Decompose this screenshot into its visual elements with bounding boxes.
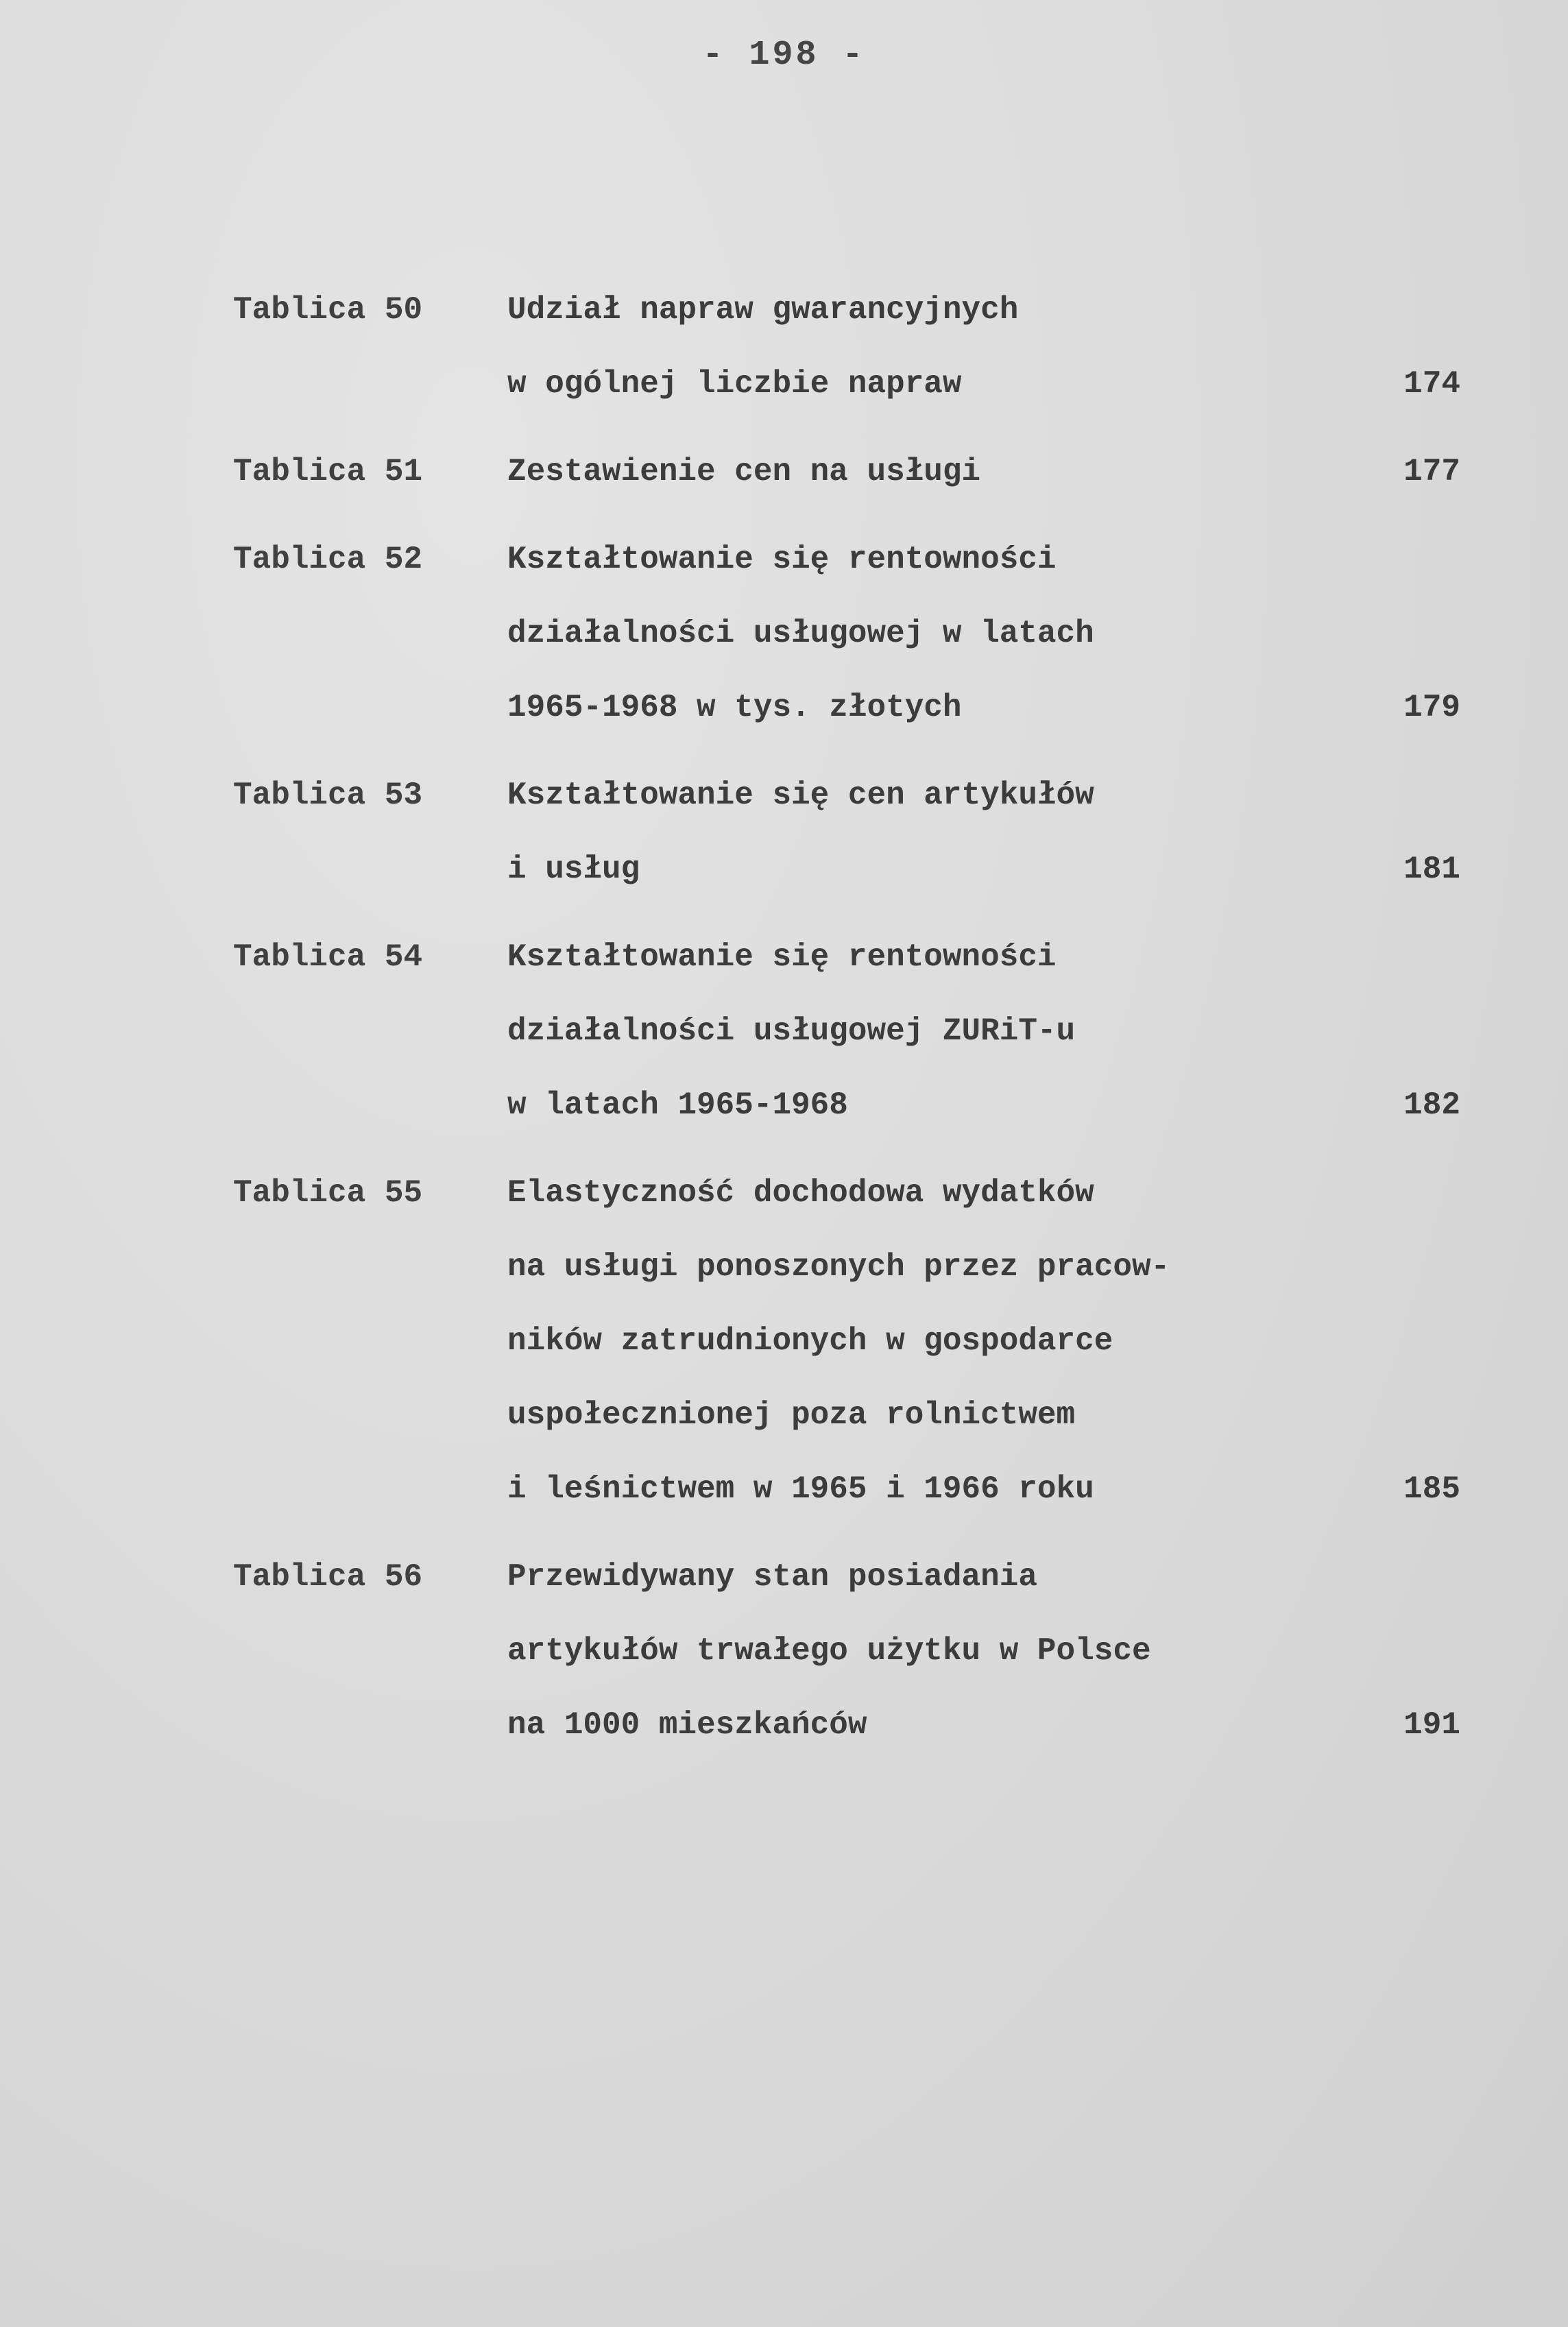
toc-entry: [233, 920, 1460, 1142]
entry-title: [507, 435, 1364, 509]
entry-label: Tablica 50: [233, 292, 423, 328]
toc-entry: [233, 522, 1460, 745]
entry-title-line: w latach 1965-1968: [507, 1087, 848, 1123]
toc-entry: [233, 273, 1460, 421]
entry-label: Tablica 53: [233, 777, 423, 813]
entry-title-line: w ogólnej liczbie napraw: [507, 366, 962, 402]
toc-entry: [233, 1156, 1460, 1526]
entry-page-number: 179: [1403, 690, 1460, 725]
entry-title-line: Kształtowanie się rentowności: [507, 542, 1057, 577]
entry-title-line: artykułów trwałego użytku w Polsce: [507, 1633, 1151, 1669]
entry-title-line: i leśnictwem w 1965 i 1966 roku: [507, 1471, 1094, 1507]
entry-title-line: na usługi ponoszonych przez pracow-: [507, 1249, 1170, 1285]
entry-page-number: 182: [1403, 1087, 1460, 1123]
entry-title: [507, 1540, 1364, 1762]
entry-label: Tablica 54: [233, 939, 423, 975]
entry-title: [507, 758, 1364, 906]
entry-title-line: uspołecznionej poza rolnictwem: [507, 1397, 1076, 1433]
entry-title: [507, 920, 1364, 1142]
entry-title-line: Udział napraw gwarancyjnych: [507, 292, 1019, 328]
entry-page-number: 177: [1403, 454, 1460, 490]
entry-title-line: na 1000 mieszkańców: [507, 1707, 867, 1743]
entry-label: Tablica 52: [233, 542, 423, 577]
entry-title-line: Elastyczność dochodowa wydatków: [507, 1175, 1094, 1211]
entry-title-line: 1965-1968 w tys. złotych: [507, 690, 962, 725]
entry-label: Tablica 51: [233, 454, 423, 490]
entry-title-line: i usług: [507, 852, 640, 887]
entry-page-number: 185: [1403, 1471, 1460, 1507]
toc-entry: [233, 758, 1460, 906]
entry-title-line: Kształtowanie się rentowności: [507, 939, 1057, 975]
entry-page-number: 174: [1403, 366, 1460, 402]
entry-label: Tablica 55: [233, 1175, 423, 1211]
table-of-tables: [233, 273, 1460, 1776]
entry-title: [507, 522, 1364, 745]
entry-page-number: 181: [1403, 852, 1460, 887]
entry-title: [507, 273, 1364, 421]
entry-title-line: działalności usługowej w latach: [507, 616, 1094, 651]
entry-title-line: Przewidywany stan posiadania: [507, 1559, 1037, 1595]
entry-title-line: ników zatrudnionych w gospodarce: [507, 1323, 1113, 1359]
entry-title-line: Zestawienie cen na usługi: [507, 454, 981, 490]
entry-page-number: 191: [1403, 1707, 1460, 1743]
entry-title: [507, 1156, 1364, 1526]
toc-entry: [233, 1540, 1460, 1762]
entry-title-line: Kształtowanie się cen artykułów: [507, 777, 1094, 813]
entry-title-line: działalności usługowej ZURiT-u: [507, 1013, 1076, 1049]
toc-entry: [233, 435, 1460, 509]
page-number: - 198 -: [702, 36, 866, 75]
entry-label: Tablica 56: [233, 1559, 423, 1595]
